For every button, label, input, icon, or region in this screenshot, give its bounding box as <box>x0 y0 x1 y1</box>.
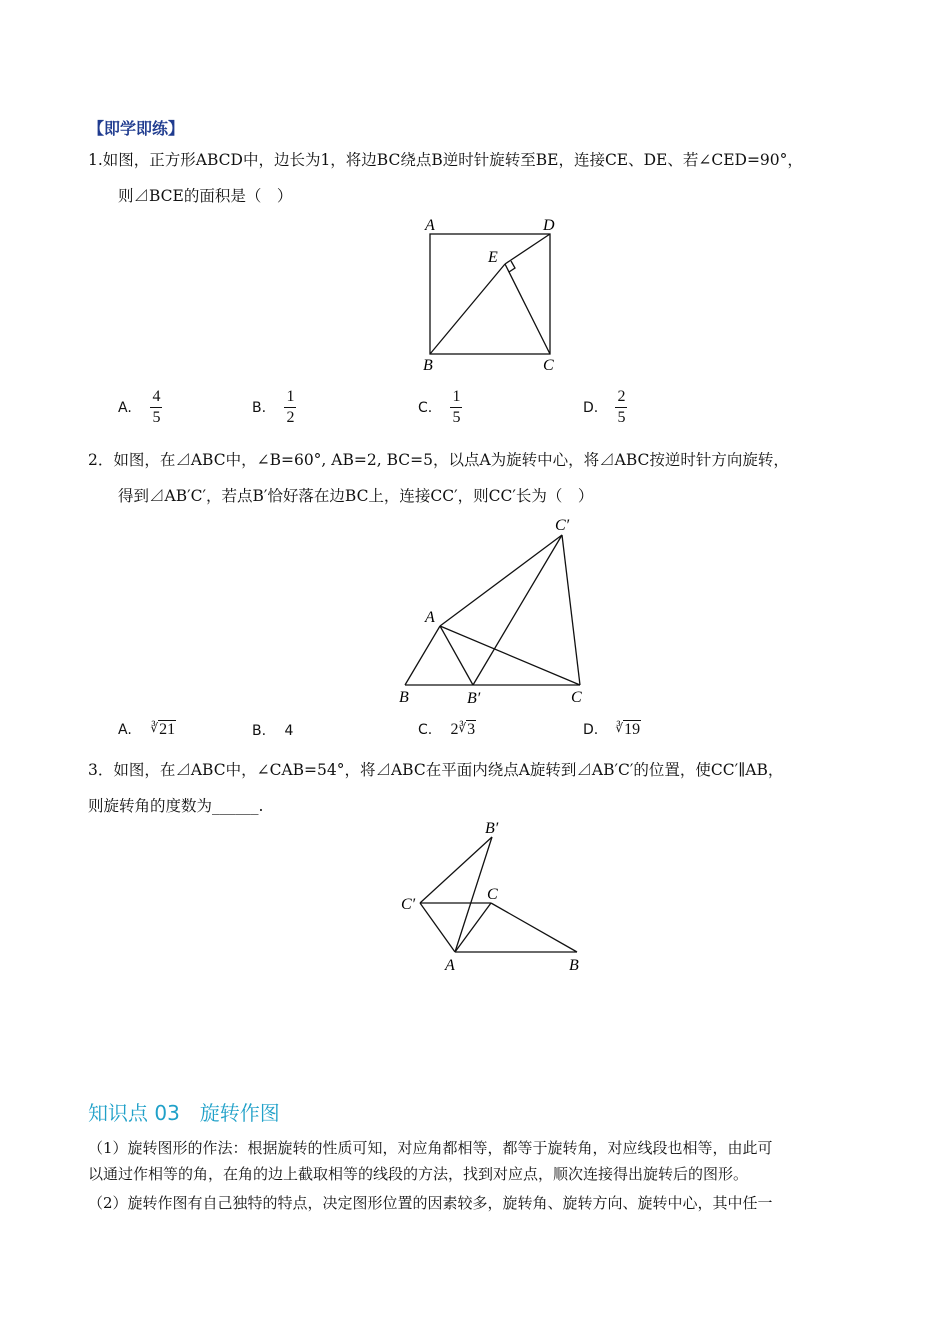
q1-label-b: B <box>423 357 433 374</box>
q2-option-b[interactable]: B. 4 <box>252 723 294 739</box>
q2-line1: 2．如图，在⊿ABC中，∠B=60°, AB=2, BC=5，以点A为旋转中心，将⊿ABC按逆时针方向旋转， <box>88 451 789 469</box>
q2-label-cp: C′ <box>555 517 570 534</box>
q1-line1: 1.如图，正方形ABCD中，边长为1，将边BC绕点B逆时针旋转至BE，连接CE、DE、若∠CED=90°， <box>88 151 803 169</box>
knowledge-point-title: 知识点 03 旋转作图 <box>88 1101 280 1125</box>
q1-label-e: E <box>488 249 498 266</box>
q3-label-a: A <box>445 957 455 974</box>
segment-ab-prime <box>440 626 473 685</box>
q2-option-a[interactable]: A. ∛21 <box>118 721 176 738</box>
q3-label-cp: C′ <box>401 896 416 913</box>
q1-option-c[interactable]: C. $\frac{1}{5}$ <box>418 388 461 426</box>
q2-option-d[interactable]: D. ∛19 <box>583 721 641 738</box>
segment-de <box>505 234 550 264</box>
q2-line2: 得到⊿AB′C′，若点B′恰好落在边BC上，连接CC′，则CC′长为（ ） <box>118 487 594 505</box>
segment-ccp <box>562 535 580 685</box>
right-angle-mark <box>509 261 515 272</box>
segment-ac-prime <box>440 535 562 626</box>
segment-be <box>430 264 505 354</box>
q2-label-bp: B′ <box>467 690 481 707</box>
segment-ce <box>505 264 550 354</box>
q3-figure <box>395 815 595 980</box>
q1-label-d: D <box>543 217 555 234</box>
q2-label-a: A <box>425 609 435 626</box>
segment-acp <box>420 903 455 952</box>
segment-bpcp <box>473 535 562 685</box>
q1-option-b[interactable]: B. $\frac{1}{2}$ <box>252 388 295 426</box>
q3-line2: 则旋转角的度数为______. <box>88 797 264 815</box>
q1-label-a: A <box>425 217 435 234</box>
q1-option-a[interactable]: A. $\frac{4}{5}$ <box>118 388 161 426</box>
section-heading: 【即学即练】 <box>88 119 185 138</box>
kp-paragraph-1-line2: 以通过作相等的角，在角的边上截取相等的线段的方法，找到对应点，顺次连接得出旋转后的图形。 <box>88 1165 749 1183</box>
segment-bc <box>491 903 577 952</box>
q1-label-c: C <box>543 357 554 374</box>
q3-label-bp: B′ <box>485 820 499 837</box>
q3-label-b: B <box>569 957 579 974</box>
kp-paragraph-2-line1: （2）旋转作图有自己独特的特点，决定图形位置的因素较多，旋转角、旋转方向、旋转中心，其中任一 <box>88 1194 773 1212</box>
q3-line1: 3．如图，在⊿ABC中，∠CAB=54°，将⊿ABC在平面内绕点A旋转到⊿AB′C′的位置，使CC′∥AB， <box>88 761 784 779</box>
q2-option-c[interactable]: C. 2∛3 <box>418 721 476 738</box>
kp-paragraph-1-line1: （1）旋转图形的作法：根据旋转的性质可知，对应角都相等，都等于旋转角，对应线段也相等，由此可 <box>88 1139 773 1157</box>
q1-option-d[interactable]: D. $\frac{2}{5}$ <box>583 388 626 426</box>
q1-line2: 则⊿BCE的面积是（ ） <box>118 187 293 205</box>
q2-figure <box>395 510 595 710</box>
q3-label-c: C <box>487 886 498 903</box>
segment-ab <box>405 626 440 685</box>
segment-ac <box>440 626 580 685</box>
q2-label-c: C <box>571 689 582 706</box>
q1-figure <box>415 212 565 377</box>
q2-label-b: B <box>399 689 409 706</box>
segment-ac <box>455 903 491 952</box>
